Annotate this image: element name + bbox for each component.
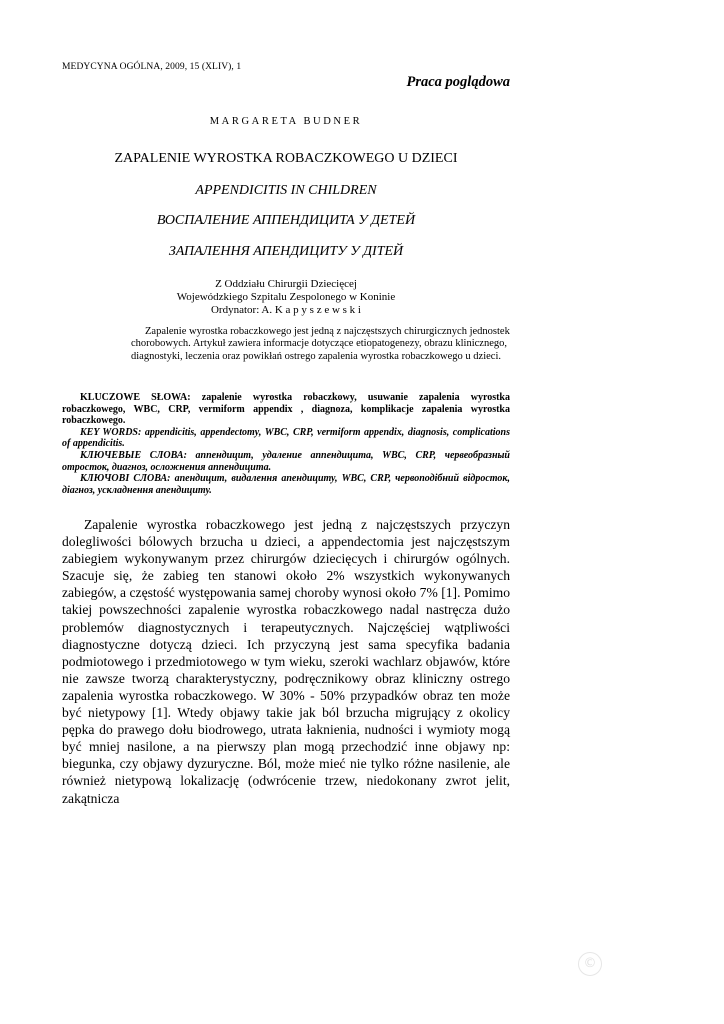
affiliation-line-2: Wojewódzkiego Szpitalu Zespolonego w Koninie xyxy=(176,291,396,303)
title-russian: ВОСПАЛЕНИЕ АППЕНДИЦИТА У ДЕТЕЙ xyxy=(156,213,416,228)
body-paragraph: Zapalenie wyrostka robaczkowego jest jedną z najczęstszych przyczyn dolegliwości bólowych brzucha u dzieci, a appendectomia jest najczęstszym zabiegiem wykonywanym przez chirurgów dziecięcych i chirurgów ogólnych. Szacuje się, że zabieg ten stanowi około 2% wszystkich wykonywanych zabiegów, a częstość występowania samej choroby wynosi około 7% [1]. Pomimo takiej powszechności zapalenie wyrostka robaczkowego nadal nastręcza dużo problemów diagnostycznych i terapeutycznych. Najczęściej wątpliwości diagnostyczne dotyczą dzieci. Ich przyczyną jest sama specyfika badania podmiotowego i przedmiotowego w tym wieku, szeroki wachlarz objawów, które nie zawsze tworzą charakterystyczny, podręcznikowy obraz kliniczny ostrego zapalenia wyrostka robaczkowego. W 30% - 50% przypadków obraz ten może być nietypowy [1]. Wtedy objawy takie jak ból brzucha migrujący z okolicy pępka do prawego dołu biodrowego, utrata łaknienia, nudności i wymioty mogą być mniej nasilone, a na pierwszy plan mogą przechodzić inne objawy np: biegunka, czy objawy dyzuryczne. Ból, może mieć nie tylko różne nasilenie, ale również nietypową lokalizację (odwrócenie trzew, niedokonany zwrot jelit, zakątnicza xyxy=(62,517,510,806)
affiliation-line-3: Ordynator: A. K a p y s z e w s k i xyxy=(210,304,361,316)
affiliation xyxy=(0,278,572,317)
author-name: MARGARETA BUDNER xyxy=(209,116,363,127)
title-english: APPENDICITIS IN CHILDREN xyxy=(195,183,377,198)
affiliation-line-1: Z Oddziału Chirurgii Dziecięcej xyxy=(215,278,357,290)
keywords-polish: KLUCZOWE SŁOWA: zapalenie wyrostka robaczkowy, usuwanie zapalenia wyrostka robaczkowego, WBC, CRP, vermiform appendix , diagnoza, komplikacje zapalenia wyrostka robaczkowego. xyxy=(62,392,510,427)
keywords-ukrainian: КЛЮЧОВІ СЛОВА: апендицит, видалення апендициту, WBC, CRP, червоподібний відросток, діагноз, ускладнення апендициту. xyxy=(62,473,510,496)
title-polish: ZAPALENIE WYROSTKA ROBACZKOWEGO U DZIECI xyxy=(114,151,458,166)
keywords-russian: КЛЮЧЕВЫЕ СЛОВА: аппендицит, удаление аппендицита, WBC, CRP, червеобразный отросток, диагноз, осложнения аппендицита. xyxy=(62,449,510,473)
keywords-english: KEY WORDS: appendicitis, appendectomy, WBC, CRP, vermiform appendix, diagnosis, complications of appendicitis. xyxy=(62,426,510,450)
copyright-icon: © xyxy=(578,952,602,976)
keywords-block xyxy=(62,392,510,496)
abstract: Zapalenie wyrostka robaczkowego jest jedną z najczęstszych chirurgicznych jednostek chorobowych. Artykuł zawiera informacje dotyczące etiopatogenezy, obrazu klinicznego, diagnostyki, leczenia oraz powikłań ostrego zapalenia wyrostka robaczkowego u dzieci. xyxy=(131,326,510,362)
body-text xyxy=(62,516,510,807)
journal-citation: MEDYCYNA OGÓLNA, 2009, 15 (XLIV), 1 xyxy=(62,62,242,72)
title-ukrainian: ЗАПАЛЕННЯ АПЕНДИЦИТУ У ДІТЕЙ xyxy=(168,244,404,259)
article-type-label: Praca poglądowa xyxy=(406,74,510,90)
